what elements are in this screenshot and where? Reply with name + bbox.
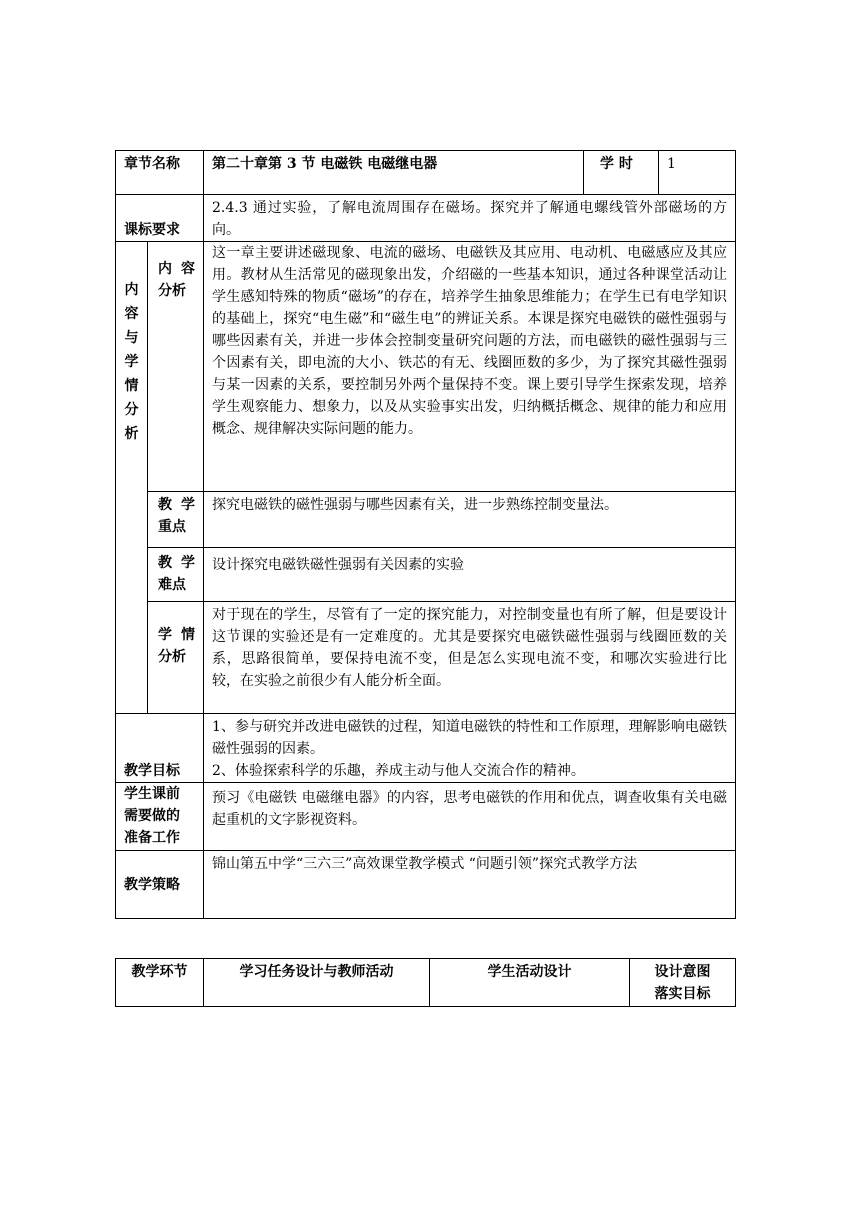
chapter-label: 章节名称: [116, 151, 204, 195]
difficulties-label: 教 学 难点: [148, 548, 204, 602]
preparation-text: 预习《电磁铁 电磁继电器》的内容，思考电磁铁的作用和优点，调查收集有关电磁起重机的文字影视资料。: [204, 783, 736, 851]
goals-label: 教学目标: [116, 714, 204, 783]
strategy-text: 锦山第五中学“三六三”高效课堂教学模式 “问题引领”探究式教学方法: [204, 851, 736, 919]
content-analysis-text: 这一章主要讲述磁现象、电流的磁场、电磁铁及其应用、电动机、电磁感应及其应用。教材从生活常见的磁现象出发，介绍磁的一些基本知识，通过各种课堂活动让学生感知特殊的物质“磁场”的存在，培养学生抽象思维能力；在学生已有电学知识的基础上，探究“电生磁”和“磁生电”的辨证关系。本课是探究电磁铁的磁性强弱与哪些因素有关，并进一步体会控制变量研究问题的方法，而电磁铁的磁性强弱与三个因素有关，即电流的大小、铁芯的有无、线圈匝数的多少，为了探究其磁性强弱与某一因素的关系，要控制另外两个量保持不变。课上要引导学生探索发现，培养学生观察能力、想象力，以及从实验事实出发，归纳概括概念、规律的能力和应用概念、规律解决实际问题的能力。: [204, 242, 736, 492]
key-points-label: 教 学 重点: [148, 492, 204, 548]
lesson-plan-table: [115, 150, 736, 919]
teaching-process-table: [115, 958, 736, 1007]
goal-item: 2、体验探索科学的乐趣，养成主动与他人交流合作的精神。: [212, 763, 585, 779]
hours-value: 1: [659, 151, 736, 195]
hours-label: 学 时: [584, 151, 659, 195]
process-header-intent: 设计意图 落实目标: [630, 959, 736, 1007]
preparation-label: 学生课前 需要做的 准备工作: [116, 783, 204, 851]
process-header-student: 学生活动设计: [430, 959, 630, 1007]
student-situation-text: 对于现在的学生，尽管有了一定的探究能力，对控制变量也有所了解，但是要设计这节课的实验还是有一定难度的。尤其是要探究电磁铁磁性强弱与线圈匝数的关系，思路很简单，要保持电流不变，但是怎么实现电流不变，和哪次实验进行比较，在实验之前很少有人能分析全面。: [204, 602, 736, 714]
difficulties-text: 设计探究电磁铁磁性强弱有关因素的实验: [204, 548, 736, 602]
content-analysis-label: 内 容 分析: [148, 242, 204, 492]
key-points-text: 探究电磁铁的磁性强弱与哪些因素有关，进一步熟练控制变量法。: [204, 492, 736, 548]
analysis-group-label: 内 容 与 学 情 分 析: [116, 242, 148, 714]
goal-item: 1、参与研究并改进电磁铁的过程，知道电磁铁的特性和工作原理，理解影响电磁铁磁性强弱的因素。: [212, 719, 727, 757]
curriculum-text: 2.4.3 通过实验，了解电流周围存在磁场。探究并了解通电螺线管外部磁场的方向。: [204, 195, 736, 242]
process-header-teacher: 学习任务设计与教师活动: [204, 959, 430, 1007]
strategy-label: 教学策略: [116, 851, 204, 919]
chapter-value: 第二十章第 3 节 电磁铁 电磁继电器: [204, 151, 584, 195]
curriculum-label: 课标要求: [116, 195, 204, 242]
student-situation-label: 学 情 分析: [148, 602, 204, 714]
goals-text: [204, 714, 736, 783]
process-header-stage: 教学环节: [116, 959, 204, 1007]
